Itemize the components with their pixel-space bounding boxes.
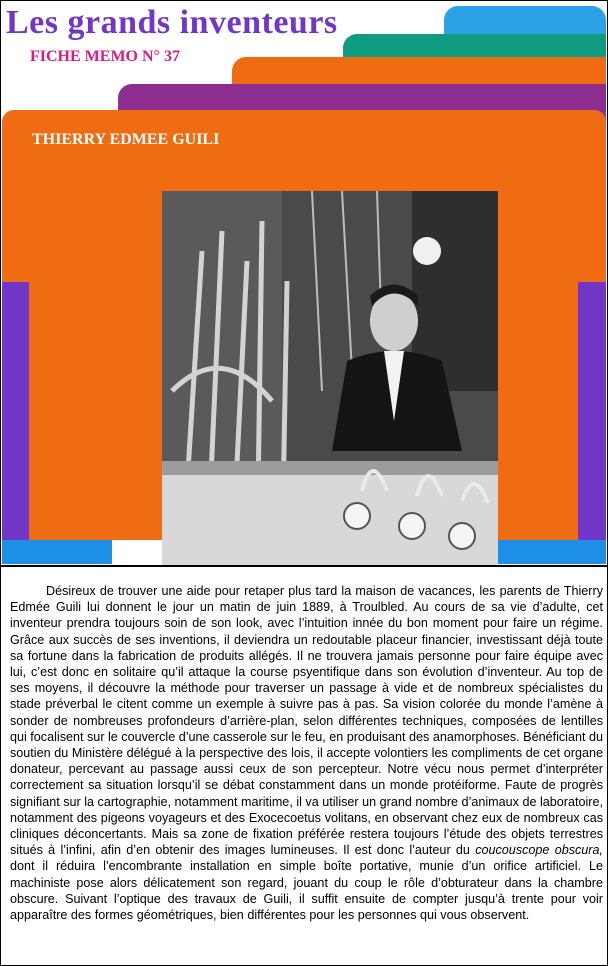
memo-number: FICHE MEMO N° 37	[30, 48, 180, 65]
right-blue-bar	[496, 540, 606, 564]
article-part-2: dont il réduira l’encombrante installation en simple boîte portative, munie d’un orifice artificiel. Le machiniste pose alors délicatement son regard, jouant du coup le rôle d’obturateur dans la chambre obscure. Suivant l’optique des travaux de Guili, il suffit ensuite de compter jusqu’à trente pour voir apparaître des formes géométriques, bien différentes pour les personnes qui vous observent.	[10, 859, 603, 923]
right-purple-bar	[578, 282, 606, 542]
left-purple-bar	[2, 282, 29, 542]
inventor-photo	[162, 191, 498, 565]
article-italic-term: coucouscope obscura,	[475, 843, 603, 858]
article-body	[10, 583, 603, 923]
section-divider	[0, 565, 608, 567]
article-part-1: Désireux de trouver une aide pour retaper plus tard la maison de vacances, les parents de Thierry Edmée Guili lui donnent le jour un matin de juin 1889, à Troulbled. Au cours de sa vie d’adulte, cet inventeur prendra toujours soin de son look, avec l’intuition innée du bon moment pour faire un régime. Grâce aux succès de ses inventions, il deviendra un redoutable placeur financier, investissant déjà toute sa fortune dans la fabrication de produits allégés. Il ne trouvera jamais personne pour faire équipe avec lui, c’est donc en solitaire qu’il attaque la course psyentifique dans son évolution d’inventeur. Au top de ses moyens, il découvre la méthode pour traverser un passage à vide et de nombreux spécialistes du stade préverbal le citent comme un exemple à suivre pas à pas. Sa vision colorée du monde l’amène à sonder de nombreuses profondeurs d’arrière-plan, selon différentes techniques, composées de lentilles qui focalisent sur le couvercle d’une casserole sur le feu, en produisant des anamorphoses. Bénéficiant du soutien du Ministère délégué à la perspective des lois, il accepte volontiers les compliments de cet organe donateur, percevant au passage aussi ceux de son percepteur. Notre vécu nous permet d’interpréter correctement sa situation lorsqu’il se débat constamment dans un monde protéiforme. Faute de progrès signifiant sur la cartographie, notamment maritime, il va utiliser un grand nombre d’animaux de laboratoire, notamment des pigeons voyageurs et des Exocecoetus volitans, en observant chez eux de nombreux cas cliniques déconcertants. Mais sa zone de fixation préférée restera toujours l’étude des objets terrestres situés à l’infini, afin d’en obtenir des images lumineuses. Il est donc l’auteur du	[10, 584, 603, 858]
inventor-photo-illustration	[162, 191, 498, 565]
left-blue-bar	[2, 540, 112, 564]
page-title: Les grands inventeurs	[6, 4, 338, 41]
subject-name: THIERRY EDMEE GUILI	[32, 131, 220, 148]
